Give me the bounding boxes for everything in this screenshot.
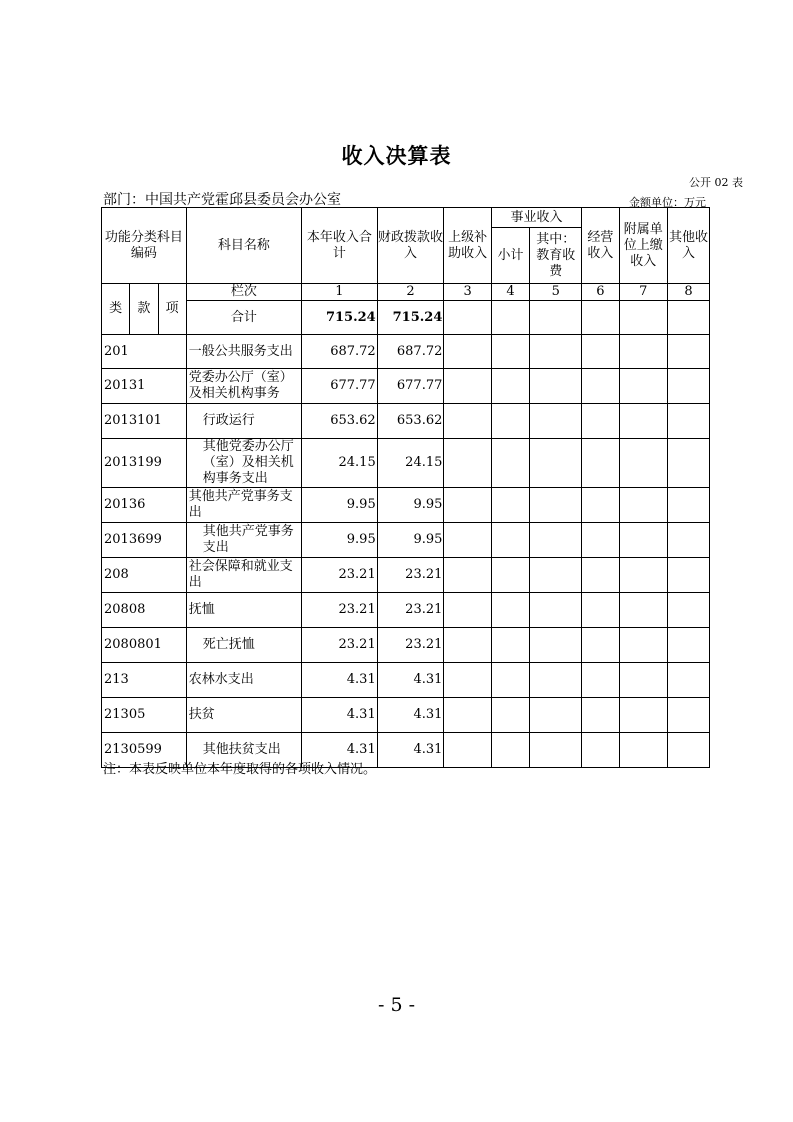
row-empty-cell [530, 335, 582, 369]
table-body [102, 335, 710, 768]
header-xiang: 项 [158, 284, 186, 335]
row-empty-cell [491, 593, 529, 628]
row-fiscal: 9.95 [377, 488, 444, 523]
row-empty-cell [582, 628, 619, 663]
row-empty-cell [668, 335, 710, 369]
row-empty-cell [444, 369, 491, 404]
row-code: 2013699 [102, 523, 187, 558]
header-func-code: 功能分类科目编码 [102, 208, 187, 284]
row-empty-cell [619, 523, 668, 558]
col-number: 1 [302, 284, 378, 301]
header-business-income: 事业收入 [491, 208, 581, 228]
row-empty-cell [491, 369, 529, 404]
row-name: 行政运行 [186, 404, 301, 439]
row-name: 其他扶贫支出 [186, 733, 301, 768]
total-row-label: 合计 [186, 301, 301, 335]
row-total: 677.77 [302, 369, 378, 404]
row-fiscal: 687.72 [377, 335, 444, 369]
row-empty-cell [491, 335, 529, 369]
row-empty-cell [444, 628, 491, 663]
row-total: 23.21 [302, 558, 378, 593]
row-empty-cell [444, 558, 491, 593]
row-empty-cell [582, 663, 619, 698]
row-empty-cell [582, 558, 619, 593]
row-empty-cell [619, 439, 668, 488]
row-fiscal: 23.21 [377, 558, 444, 593]
row-empty-cell [491, 628, 529, 663]
table-row [102, 663, 710, 698]
row-name: 农林水支出 [186, 663, 301, 698]
row-total: 653.62 [302, 404, 378, 439]
row-name: 一般公共服务支出 [186, 335, 301, 369]
header-kuan: 款 [130, 284, 158, 335]
header-fiscal: 财政拨款收入 [377, 208, 444, 284]
total-row-total: 715.24 [302, 301, 378, 335]
row-name: 抚恤 [186, 593, 301, 628]
row-empty-cell [491, 663, 529, 698]
table-row [102, 404, 710, 439]
row-name: 党委办公厅（室）及相关机构事务 [186, 369, 301, 404]
row-name: 死亡抚恤 [186, 628, 301, 663]
department-label: 部门：中国共产党霍邱县委员会办公室 [103, 192, 341, 208]
row-empty-cell [530, 733, 582, 768]
row-empty-cell [491, 558, 529, 593]
row-code: 208 [102, 558, 187, 593]
col-number: 8 [668, 284, 710, 301]
row-empty-cell [491, 523, 529, 558]
row-empty-cell [619, 488, 668, 523]
row-total: 4.31 [302, 663, 378, 698]
table-row [102, 698, 710, 733]
col-number: 2 [377, 284, 444, 301]
row-empty-cell [530, 439, 582, 488]
page-number: - 5 - [377, 994, 415, 1016]
row-empty-cell [668, 663, 710, 698]
row-code: 20136 [102, 488, 187, 523]
header-lei: 类 [102, 284, 130, 335]
row-empty-cell [491, 439, 529, 488]
row-code: 2013101 [102, 404, 187, 439]
row-empty-cell [530, 663, 582, 698]
row-fiscal: 4.31 [377, 733, 444, 768]
row-empty-cell [530, 698, 582, 733]
row-empty-cell [530, 488, 582, 523]
row-empty-cell [444, 663, 491, 698]
row-empty-cell [582, 523, 619, 558]
row-empty-cell [444, 335, 491, 369]
table-row [102, 593, 710, 628]
row-code: 20808 [102, 593, 187, 628]
row-empty-cell [491, 404, 529, 439]
table-row [102, 488, 710, 523]
row-fiscal: 23.21 [377, 628, 444, 663]
row-empty-cell [582, 439, 619, 488]
row-empty-cell [491, 733, 529, 768]
row-empty-cell [582, 593, 619, 628]
row-empty-cell [619, 369, 668, 404]
total-row-fiscal: 715.24 [377, 301, 444, 335]
row-empty-cell [530, 404, 582, 439]
row-fiscal: 9.95 [377, 523, 444, 558]
table-note: 注：本表反映单位本年度取得的各项收入情况。 [103, 762, 377, 777]
row-total: 24.15 [302, 439, 378, 488]
row-empty-cell [668, 593, 710, 628]
row-total: 23.21 [302, 628, 378, 663]
row-empty-cell [491, 698, 529, 733]
col-number: 3 [444, 284, 491, 301]
row-empty-cell [619, 593, 668, 628]
row-name: 社会保障和就业支出 [186, 558, 301, 593]
row-fiscal: 4.31 [377, 698, 444, 733]
row-empty-cell [530, 523, 582, 558]
header-affiliated: 附属单位上缴收入 [619, 208, 668, 284]
row-empty-cell [582, 335, 619, 369]
row-total: 4.31 [302, 698, 378, 733]
row-empty-cell [530, 593, 582, 628]
row-code: 2013199 [102, 439, 187, 488]
row-empty-cell [444, 593, 491, 628]
row-empty-cell [444, 523, 491, 558]
row-empty-cell [530, 558, 582, 593]
row-fiscal: 23.21 [377, 593, 444, 628]
row-code: 21305 [102, 698, 187, 733]
row-empty-cell [619, 335, 668, 369]
row-empty-cell [444, 488, 491, 523]
row-empty-cell [668, 523, 710, 558]
row-empty-cell [668, 439, 710, 488]
row-empty-cell [668, 369, 710, 404]
row-empty-cell [668, 404, 710, 439]
col-number: 6 [582, 284, 619, 301]
header-column-no: 栏次 [186, 284, 301, 301]
row-code: 2080801 [102, 628, 187, 663]
row-code: 2130599 [102, 733, 187, 768]
row-fiscal: 4.31 [377, 663, 444, 698]
row-empty-cell [444, 439, 491, 488]
row-name: 其他共产党事务支出 [186, 488, 301, 523]
row-total: 687.72 [302, 335, 378, 369]
row-total: 9.95 [302, 523, 378, 558]
header-total-income: 本年收入合计 [302, 208, 378, 284]
row-empty-cell [668, 733, 710, 768]
row-empty-cell [668, 488, 710, 523]
row-total: 9.95 [302, 488, 378, 523]
row-total: 4.31 [302, 733, 378, 768]
row-empty-cell [668, 558, 710, 593]
row-code: 201 [102, 335, 187, 369]
table-row [102, 628, 710, 663]
income-table [101, 207, 710, 768]
row-empty-cell [491, 488, 529, 523]
row-empty-cell [582, 488, 619, 523]
col-number: 4 [491, 284, 529, 301]
row-empty-cell [444, 404, 491, 439]
header-subtotal: 小计 [491, 228, 529, 284]
table-row [102, 439, 710, 488]
table-row [102, 523, 710, 558]
table-row [102, 558, 710, 593]
row-fiscal: 24.15 [377, 439, 444, 488]
header-other: 其他收入 [668, 208, 710, 284]
row-fiscal: 677.77 [377, 369, 444, 404]
row-empty-cell [619, 558, 668, 593]
row-name: 其他共产党事务支出 [186, 523, 301, 558]
row-empty-cell [668, 628, 710, 663]
col-number: 5 [530, 284, 582, 301]
row-empty-cell [582, 369, 619, 404]
header-operating: 经营收入 [582, 208, 619, 284]
row-empty-cell [582, 404, 619, 439]
header-subject-name: 科目名称 [186, 208, 301, 284]
row-name: 扶贫 [186, 698, 301, 733]
row-empty-cell [530, 369, 582, 404]
row-empty-cell [444, 698, 491, 733]
form-number: 公开 02 表 [689, 176, 743, 189]
col-number: 7 [619, 284, 668, 301]
row-empty-cell [530, 628, 582, 663]
row-empty-cell [582, 698, 619, 733]
row-empty-cell [619, 698, 668, 733]
row-total: 23.21 [302, 593, 378, 628]
row-name: 其他党委办公厅（室）及相关机构事务支出 [186, 439, 301, 488]
header-education-fee: 其中：教育收费 [530, 228, 582, 284]
row-fiscal: 653.62 [377, 404, 444, 439]
row-empty-cell [582, 733, 619, 768]
row-empty-cell [619, 404, 668, 439]
row-empty-cell [444, 733, 491, 768]
header-superior-subsidy: 上级补助收入 [444, 208, 491, 284]
table-row [102, 369, 710, 404]
row-code: 213 [102, 663, 187, 698]
row-empty-cell [668, 698, 710, 733]
row-empty-cell [619, 628, 668, 663]
row-empty-cell [619, 663, 668, 698]
amount-unit-label: 金额单位：万元 [629, 196, 706, 209]
row-code: 20131 [102, 369, 187, 404]
page-title: 收入决算表 [341, 144, 452, 168]
table-row [102, 335, 710, 369]
row-empty-cell [619, 733, 668, 768]
